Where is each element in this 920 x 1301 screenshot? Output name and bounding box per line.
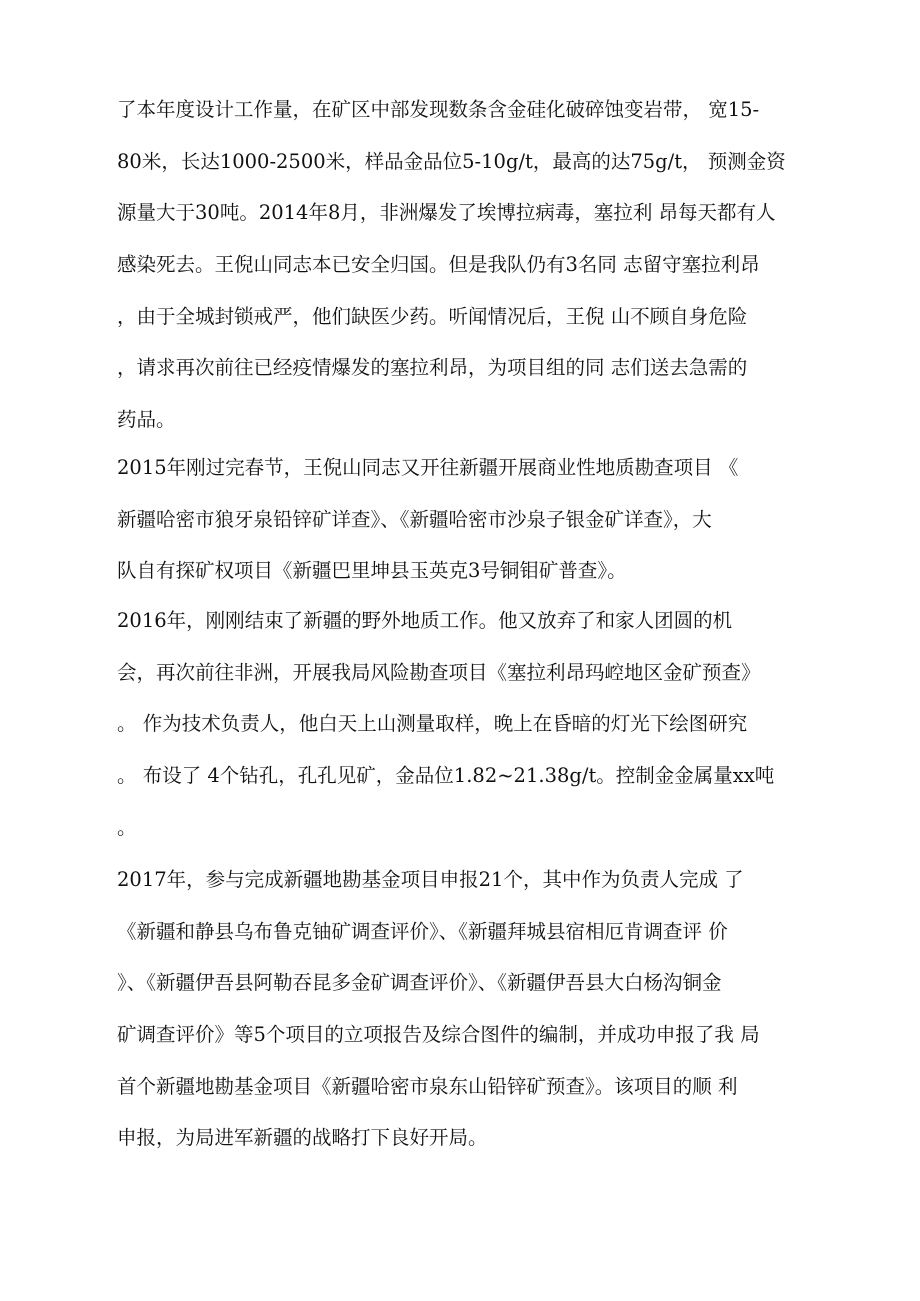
text-line: 首个新疆地勘基金项目《新疆哈密市泉东山铅锌矿预查》。该项目的顺 利	[117, 1074, 738, 1098]
paragraph-2015	[117, 442, 807, 597]
text-line: 申报，为局进军新疆的战略打下良好开局。	[117, 1126, 488, 1150]
text-line: 2016年，刚刚结束了新疆的野外地质工作。他又放弃了和家人团圆的机	[117, 609, 733, 632]
text-line: ，请求再次前往已经疫情爆发的塞拉利昂，为项目组的同 志们送去急需的	[117, 356, 748, 380]
text-line: 会，再次前往非洲，开展我局风险勘查项目《塞拉利昂玛崆地区金矿预查》	[117, 660, 761, 684]
text-line: 《新疆和静县乌布鲁克铀矿调查评价》、《新疆拜城县宿相厄肯调查评 价	[117, 919, 728, 943]
text-line: 。 作为技术负责人，他白天上山测量取样，晚上在昏暗的灯光下绘图研究	[117, 712, 748, 736]
text-line: 80米，长达1000-2500米，样品金品位5-10g/t，最高的达75g/t， 预测金资	[117, 149, 786, 173]
text-line: 。 布设了 4个钻孔，孔孔见矿，金品位1.82~21.38g/t。控制金金属量xx吨	[117, 764, 775, 788]
text-line: 源量大于30吨。2014年8月，非洲爆发了埃博拉病毒，塞拉利 昂每天都有人	[117, 201, 776, 225]
text-line: 队自有探矿权项目《新疆巴里坤县玉英克3号铜钼矿普查》。	[117, 559, 627, 583]
text-line: 2017年，参与完成新疆地勘基金项目申报21个，其中作为负责人完成 了	[117, 868, 744, 891]
text-line: 》、《新疆伊吾县阿勒吞昆多金矿调查评价》、《新疆伊吾县大白杨沟铜金	[117, 971, 722, 995]
text-line: 2015年刚过完春节，王倪山同志又开往新疆开展商业性地质勘查项目 《	[117, 456, 739, 479]
text-line: 了本年度设计工作量，在矿区中部发现数条含金硅化破碎蚀变岩带， 宽15-	[117, 98, 760, 121]
text-line: 感染死去。王倪山同志本已安全归国。但是我队仍有3名同 志留守塞拉利昂	[117, 253, 760, 277]
paragraph-ebola-2014	[117, 84, 807, 446]
text-line: 。	[117, 815, 137, 839]
text-line: 药品。	[117, 408, 176, 432]
text-line: ，由于全城封锁戒严，他们缺医少药。听闻情况后，王倪 山不顾自身危险	[117, 304, 748, 328]
paragraph-2016	[117, 595, 807, 853]
text-line: 矿调查评价》等5个项目的立项报告及综合图件的编制，并成功申报了我 局	[117, 1023, 760, 1047]
text-line: 新疆哈密市狼牙泉铅锌矿详查》、《新疆哈密市沙泉子银金矿详查》，大	[117, 507, 712, 531]
paragraph-2017	[117, 854, 807, 1164]
